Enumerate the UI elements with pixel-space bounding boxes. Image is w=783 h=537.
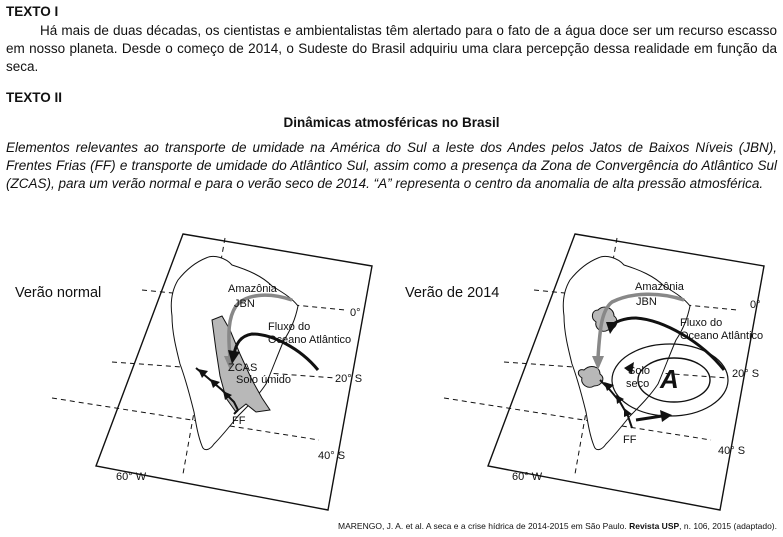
- label-jbn-2014: JBN: [636, 296, 657, 308]
- label-fluxo-2-2014: Oceano Atlântico: [680, 330, 764, 342]
- label-lon60: 60° W: [116, 471, 147, 483]
- label-lat20: 20° S: [335, 373, 363, 385]
- label-lon60-2014: 60° W: [512, 471, 543, 483]
- label-fluxo-1: Fluxo do: [268, 321, 311, 333]
- label-jbn: JBN: [234, 298, 255, 310]
- label-fluxo-2: Oceano Atlântico: [268, 334, 352, 346]
- source-prefix: MARENGO, J. A. et al. A seca e a crise hídrica de 2014-2015 em São Paulo.: [338, 521, 630, 531]
- texto2-paragraph: Elementos relevantes ao transporte de umidade na América do Sul a leste dos Andes pelos Jatos de Baixos Níveis (JBN), Frentes Frias (FF) e transporte de umidade do Atlântico Sul, assim como a presença da Zona de Convergência do Atlântico Sul (ZCAS), para um verão normal e para o verão seco de 2014. “A” representa o centro da anomalia de alta pressão atmosférica.: [6, 140, 777, 191]
- label-seco-2014: seco: [626, 378, 650, 390]
- texto1-heading: TEXTO I: [6, 4, 59, 19]
- source-suffix: , n. 106, 2015 (adaptado).: [679, 521, 777, 531]
- label-lat0-2014: 0°: [750, 299, 761, 311]
- anomaly-center-label: A: [660, 364, 679, 394]
- ff-arrow-head: [660, 410, 672, 422]
- label-solo-2014: Solo: [628, 365, 651, 377]
- texto1-paragraph: Há mais de duas décadas, os cientistas e ambientalistas têm alertado para o fato de a água doce ser um recurso escasso em nosso planeta. Desde o começo de 2014, o Sudeste do Brasil adquiriu uma clara percepção dessa realidade em função da seca.: [6, 23, 777, 74]
- map-normal: [0, 230, 392, 518]
- label-lat20-2014: 20° S: [732, 368, 760, 380]
- label-fluxo-1-2014: Fluxo do: [680, 317, 723, 329]
- ff-arrow-line: [636, 416, 662, 420]
- label-lat40-2014: 40° S: [718, 445, 746, 457]
- label-lat0: 0°: [350, 307, 361, 319]
- label-amazonia: Amazônia: [228, 283, 277, 295]
- source-citation: [338, 521, 777, 531]
- label-solo: Solo úmido: [236, 374, 292, 386]
- map-seco-title: Verão de 2014: [405, 285, 500, 301]
- texto2-heading: TEXTO II: [6, 90, 63, 105]
- label-amazonia-2014: Amazônia: [635, 281, 684, 293]
- label-ff: FF: [232, 415, 246, 427]
- map-normal-title: Verão normal: [15, 285, 102, 301]
- texto2-title: Dinâmicas atmosféricas no Brasil: [283, 115, 500, 130]
- label-zcas: ZCAS: [228, 362, 258, 374]
- map-seco: [392, 230, 783, 518]
- source-journal: Revista USP: [629, 521, 680, 531]
- label-lat40: 40° S: [318, 450, 346, 462]
- label-ff-2014: FF: [623, 434, 637, 446]
